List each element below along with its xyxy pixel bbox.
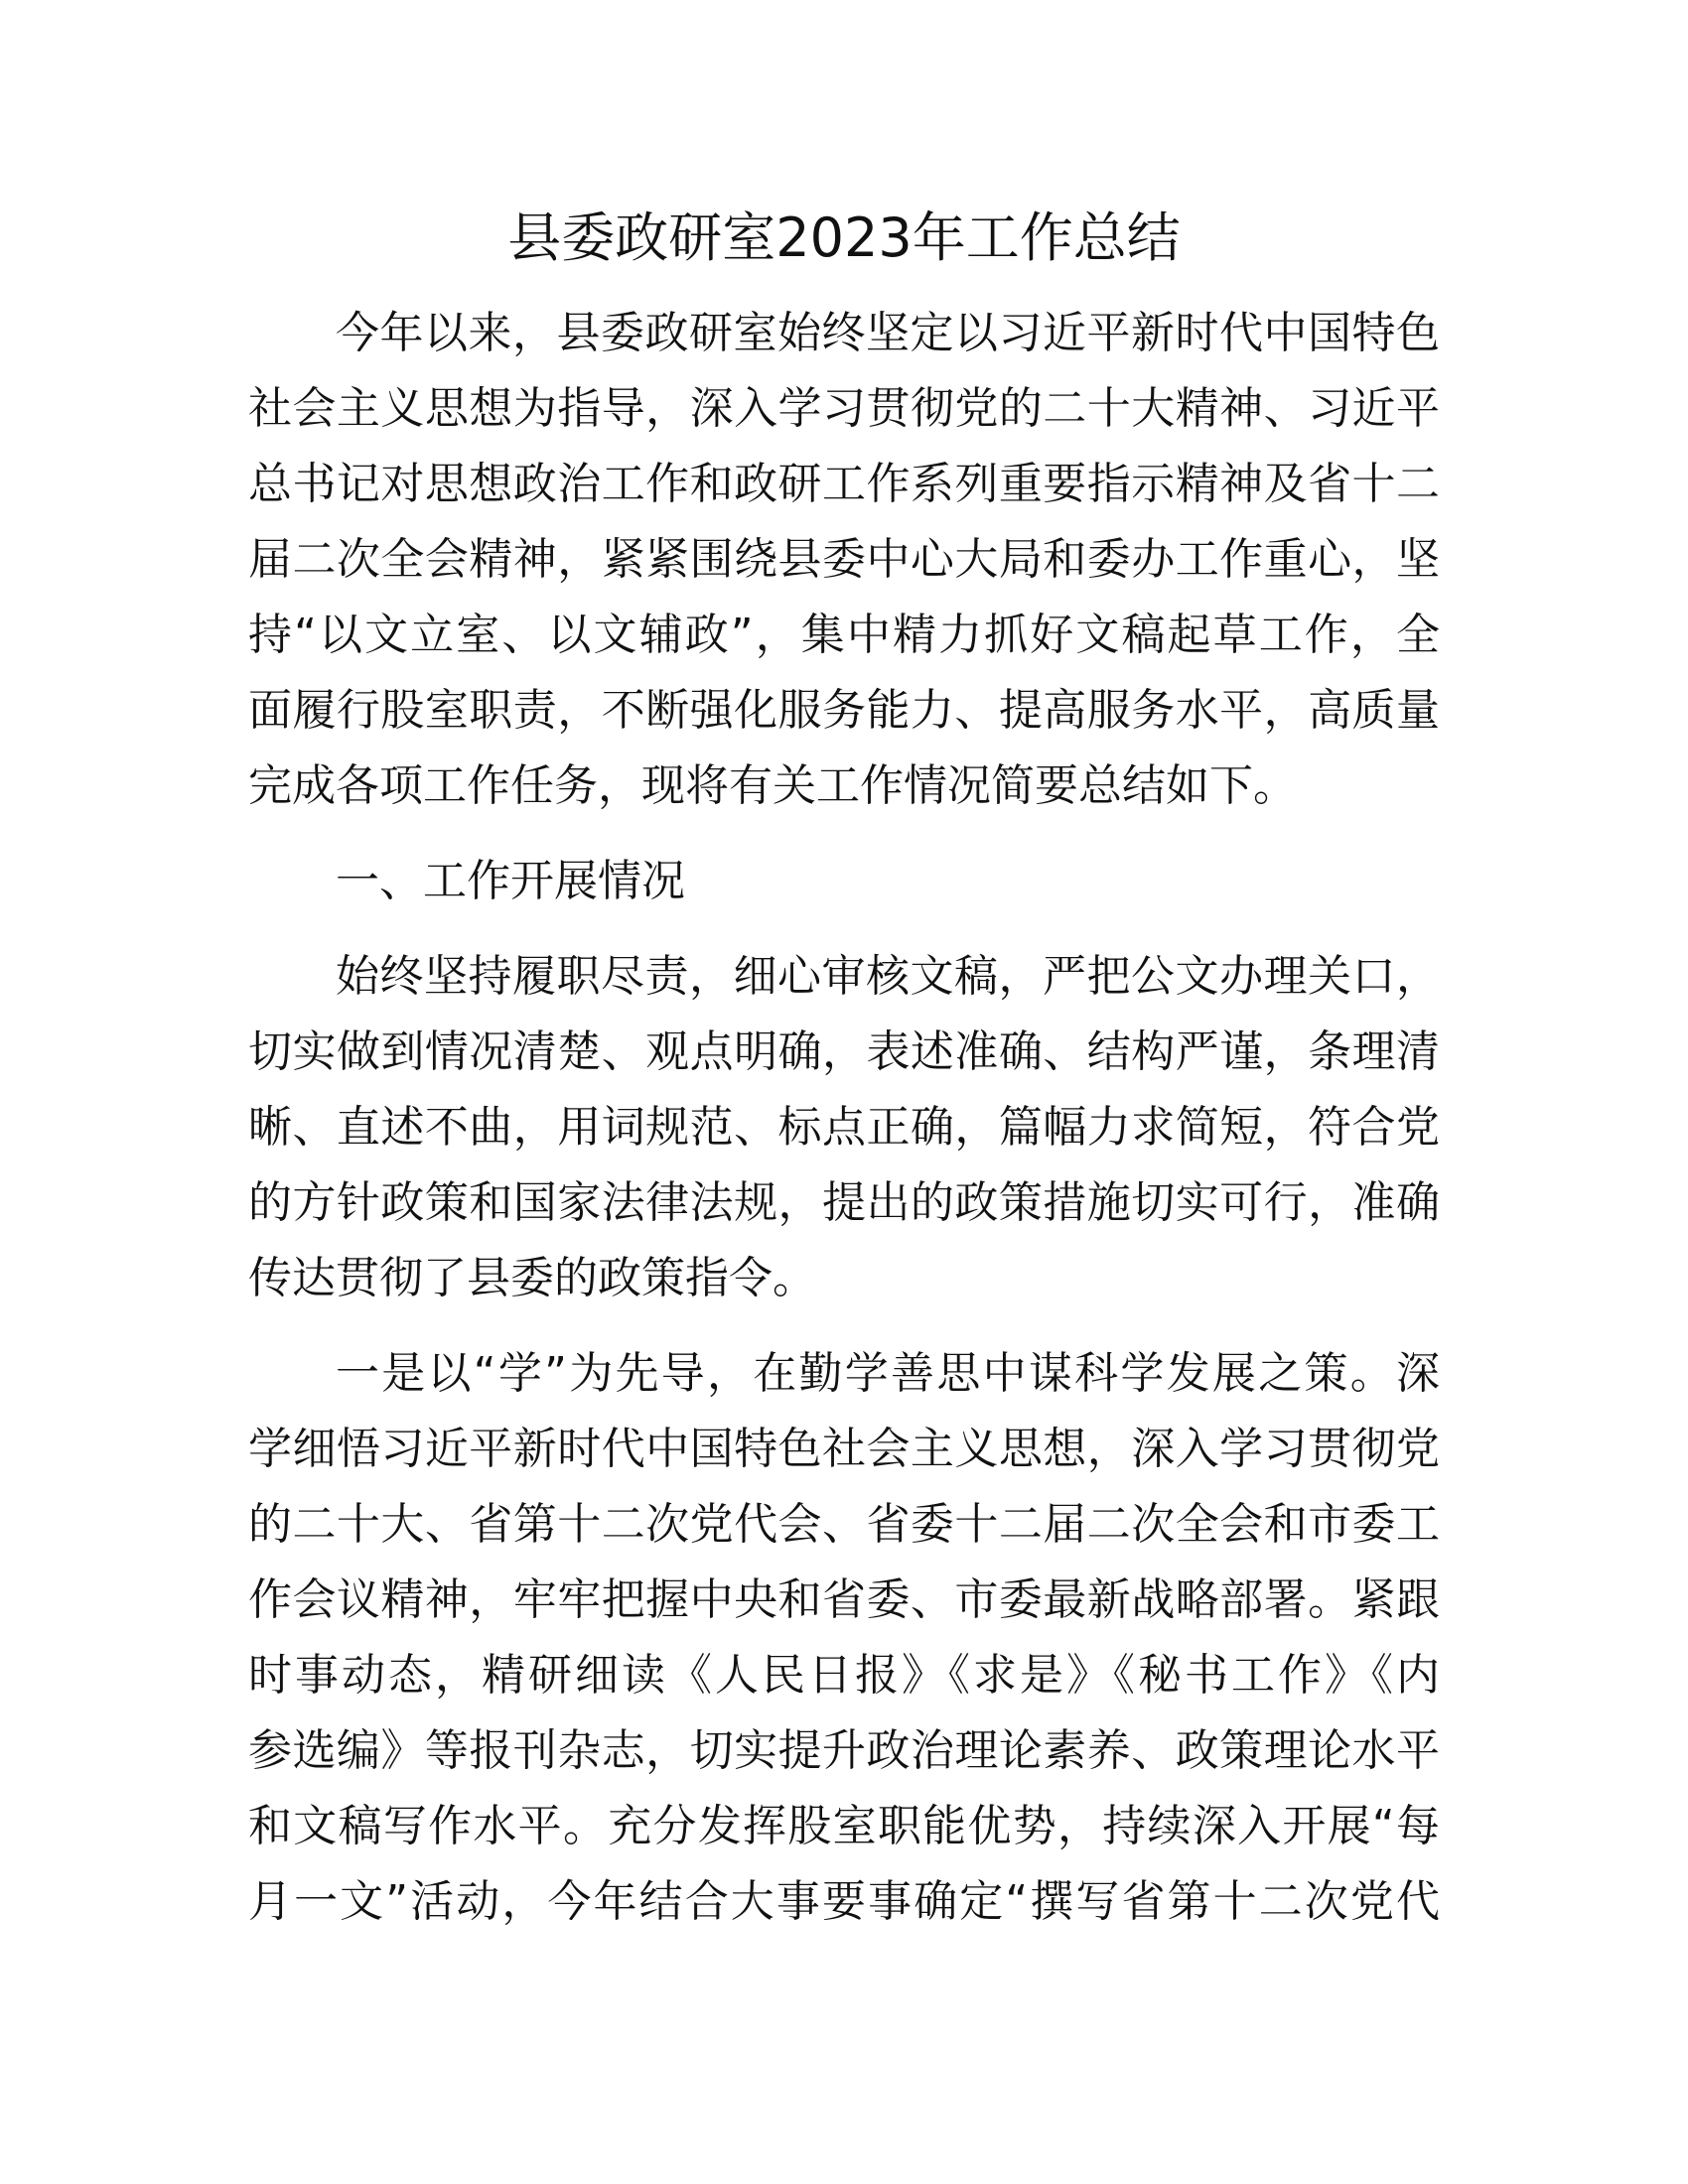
text-line: 切实做到情况清楚、观点明确，表述准确、结构严谨，条理清 xyxy=(248,1026,1440,1077)
text-line: 参选编》等报刊杂志，切实提升政治理论素养、政策理论水平 xyxy=(248,1725,1440,1776)
text-line: 月一文”活动，今年结合大事要事确定“撰写省第十二次党代 xyxy=(248,1876,1440,1927)
section-heading: 一、工作开展情况 xyxy=(336,856,685,906)
text-line: 的方针政策和国家法律法规，提出的政策措施切实可行，准确 xyxy=(248,1177,1440,1228)
text-line: 学细悟习近平新时代中国特色社会主义思想，深入学习贯彻党 xyxy=(248,1424,1440,1474)
text-line: 持“以文立室、以文辅政”，集中精力抓好文稿起草工作，全 xyxy=(248,610,1440,660)
text-line: 面履行股室职责，不断强化服务能力、提高服务水平，高质量 xyxy=(248,685,1440,736)
text-line: 总书记对思想政治工作和政研工作系列重要指示精神及省十二 xyxy=(248,459,1440,509)
text-line: 完成各项工作任务，现将有关工作情况简要总结如下。 xyxy=(248,760,1297,811)
point1-paragraph xyxy=(248,1336,1440,1940)
section1-paragraph xyxy=(248,939,1440,1316)
document-title: 县委政研室2023年工作总结 xyxy=(507,206,1181,269)
text-line: 届二次全会精神，紧紧围绕县委中心大局和委办工作重心，坚 xyxy=(248,534,1440,585)
text-line: 社会主义思想为指导，深入学习贯彻党的二十大精神、习近平 xyxy=(248,383,1440,434)
text-line: 今年以来，县委政研室始终坚定以习近平新时代中国特色 xyxy=(336,308,1440,358)
text-line: 的二十大、省第十二次党代会、省委十二届二次全会和市委工 xyxy=(248,1499,1440,1550)
text-line: 始终坚持履职尽责，细心审核文稿，严把公文办理关口， xyxy=(336,951,1440,1002)
text-line: 一是以“学”为先导，在勤学善思中谋科学发展之策。深 xyxy=(336,1348,1440,1399)
text-line: 传达贯彻了县委的政策指令。 xyxy=(248,1253,816,1303)
text-line: 作会议精神，牢牢把握中央和省委、市委最新战略部署。紧跟 xyxy=(248,1574,1440,1625)
text-line: 晰、直述不曲，用词规范、标点正确，篇幅力求简短，符合党 xyxy=(248,1102,1440,1153)
document-body xyxy=(248,296,1440,1940)
intro-paragraph xyxy=(248,296,1440,824)
text-line: 和文稿写作水平。充分发挥股室职能优势，持续深入开展“每 xyxy=(248,1801,1440,1851)
text-line: 时事动态，精研细读《人民日报》《求是》《秘书工作》《内 xyxy=(248,1650,1440,1701)
